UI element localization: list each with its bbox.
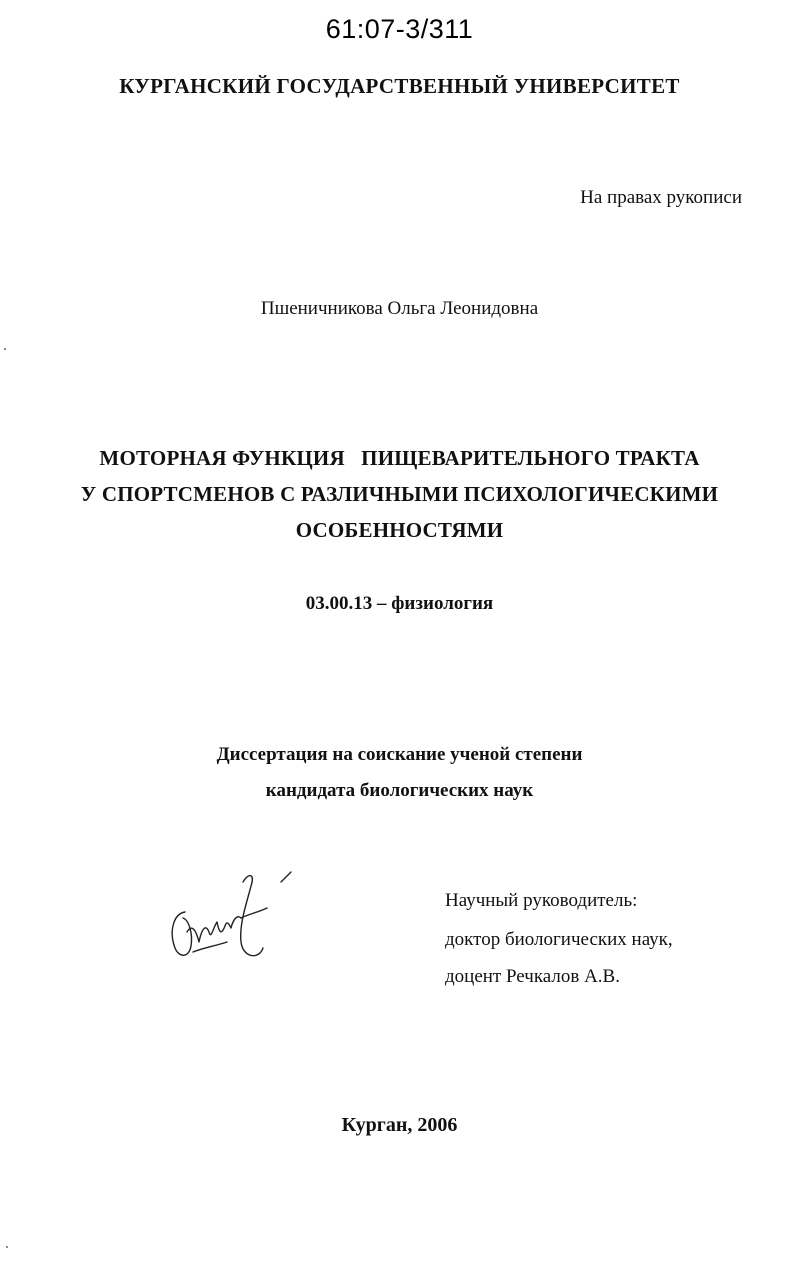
scan-speck [4, 348, 6, 350]
degree-line-2: кандидата биологических наук [265, 780, 534, 801]
degree-line-1: Диссертация на соискание ученой степени [216, 744, 583, 765]
author-name: Пшеничникова Ольга Леонидовна [260, 298, 539, 319]
thesis-title-line-3: ОСОБЕННОСТЯМИ [295, 518, 504, 542]
place-and-year: Курган, 2006 [341, 1114, 458, 1136]
thesis-title-line-1: МОТОРНАЯ ФУНКЦИЯ ПИЩЕВАРИТЕЛЬНОГО ТРАКТА [99, 446, 700, 470]
scan-speck [6, 1246, 8, 1248]
supervisor-label: Научный руководитель: [445, 890, 638, 911]
supervisor-degree: доктор биологических наук, [445, 929, 673, 950]
handwritten-signature [163, 862, 303, 972]
rights-note: На правах рукописи [580, 187, 742, 208]
university-name: КУРГАНСКИЙ ГОСУДАРСТВЕННЫЙ УНИВЕРСИТЕТ [119, 74, 680, 98]
supervisor-name: доцент Речкалов А.В. [445, 966, 620, 987]
thesis-title-line-2: У СПОРТСМЕНОВ С РАЗЛИЧНЫМИ ПСИХОЛОГИЧЕСКИМИ [80, 482, 719, 506]
catalog-code: 61:07-3/311 [325, 14, 474, 44]
specialty-code: 03.00.13 – физиология [305, 593, 494, 614]
